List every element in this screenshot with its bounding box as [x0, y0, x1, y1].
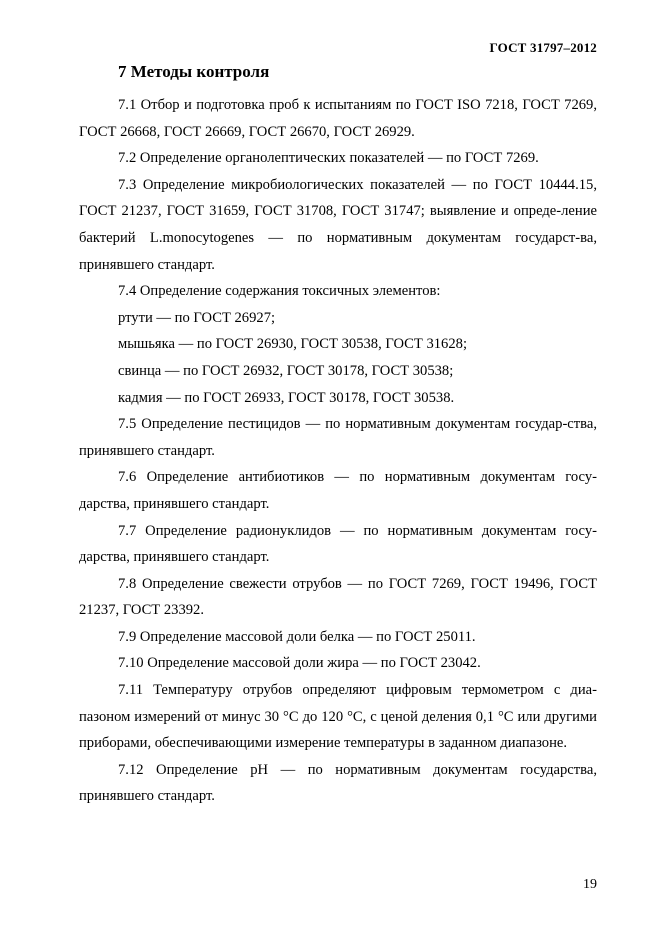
paragraph-7-5: 7.5 Определение пестицидов — по нормативным документам государ-ства, принявшего стандарт. — [79, 416, 597, 459]
list-item-mercury: ртути — по ГОСТ 26927; — [118, 309, 276, 326]
paragraph-7-9: 7.9 Определение массовой доли белка — по ГОСТ 25011. — [118, 628, 476, 645]
list-item-lead: свинца — по ГОСТ 26932, ГОСТ 30178, ГОСТ 30538; — [118, 362, 454, 379]
document-header-code: ГОСТ 31797–2012 — [489, 40, 597, 55]
paragraph-7-2: 7.2 Определение органолептических показателей — по ГОСТ 7269. — [118, 150, 539, 167]
page-number: 19 — [583, 877, 597, 892]
paragraph-7-3: 7.3 Определение микробиологических показателей — по ГОСТ 10444.15, ГОСТ 21237, ГОСТ 31659, ГОСТ 31708, ГОСТ 31747; выявление и опреде-ление бактерий L.monocytogenes — по нормативным документам государст-ва, принявшего стандарт. — [79, 176, 597, 273]
list-item-cadmium: кадмия — по ГОСТ 26933, ГОСТ 30178, ГОСТ 30538. — [118, 389, 455, 406]
list-item-arsenic: мышьяка — по ГОСТ 26930, ГОСТ 30538, ГОСТ 31628; — [118, 336, 468, 353]
paragraph-7-10: 7.10 Определение массовой доли жира — по ГОСТ 23042. — [118, 655, 481, 672]
paragraph-7-1: 7.1 Отбор и подготовка проб к испытаниям по ГОСТ ISO 7218, ГОСТ 7269, ГОСТ 26668, ГОСТ 26669, ГОСТ 26670, ГОСТ 26929. — [79, 97, 597, 140]
paragraph-7-4: 7.4 Определение содержания токсичных элементов: — [118, 283, 441, 300]
section-body — [79, 92, 597, 810]
paragraph-7-6: 7.6 Определение антибиотиков — по нормативным документам госу-дарства, принявшего стандарт. — [79, 469, 597, 512]
paragraph-7-8: 7.8 Определение свежести отрубов — по ГОСТ 7269, ГОСТ 19496, ГОСТ 21237, ГОСТ 23392. — [79, 575, 597, 619]
paragraph-7-7: 7.7 Определение радионуклидов — по нормативным документам госу-дарства, принявшего стандарт. — [79, 522, 597, 566]
paragraph-7-12: 7.12 Определение рН — по нормативным документам государства, принявшего стандарт. — [79, 761, 597, 805]
section-title: 7 Методы контроля — [118, 62, 270, 81]
paragraph-7-11: 7.11 Температуру отрубов определяют цифровым термометром с диа-пазоном измерений от минус 30 °С до 120 °С, с ценой деления 0,1 °С или другими приборами, обеспечивающими измерение температуры в заданном диапазоне. — [79, 682, 597, 752]
